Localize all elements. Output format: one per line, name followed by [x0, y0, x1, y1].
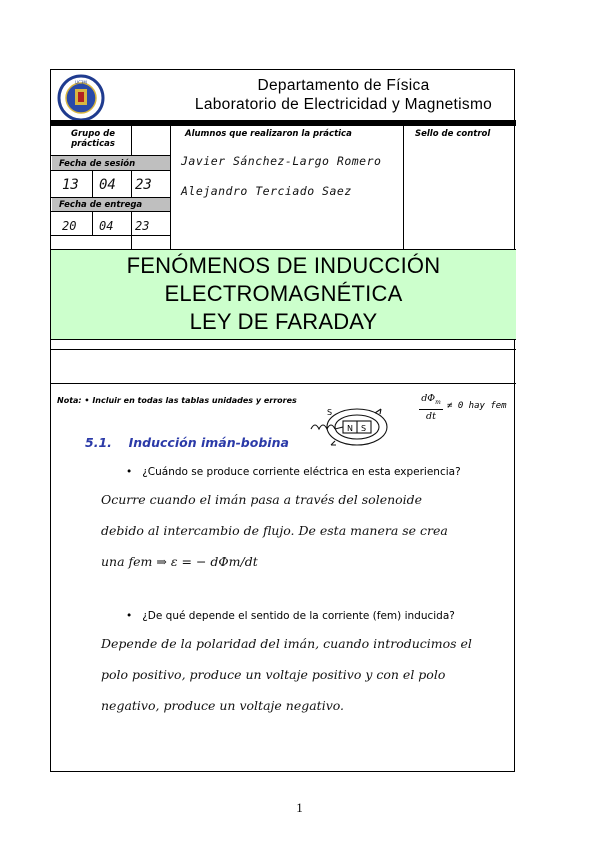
question-1-text: ¿Cuándo se produce corriente eléctrica en esta experiencia? [142, 466, 461, 478]
fecha-sesion-label: Fecha de sesión [59, 159, 136, 169]
title-line-3: LEY DE FARADAY [189, 309, 378, 334]
divider [51, 170, 170, 171]
divider [403, 126, 404, 249]
fecha-entrega-label: Fecha de entrega [59, 200, 143, 210]
header-divider-band [51, 120, 516, 126]
fecha-sesion-day: 13 [62, 177, 79, 193]
fecha-entrega-day: 20 [62, 219, 77, 233]
answer-1-line-2: debido al intercambio de flujo. De esta manera se crea [101, 523, 448, 538]
question-1 [126, 466, 461, 478]
svg-text:N: N [347, 424, 353, 433]
divider [51, 235, 170, 236]
answer-2 [101, 628, 511, 721]
grupo-label: Grupo de prácticas [71, 129, 115, 149]
divider [170, 126, 171, 249]
alumno-2: Alejandro Terciado Saez [181, 184, 352, 198]
fecha-sesion-year: 23 [135, 177, 152, 193]
answer-1-line-1: Ocurre cuando el imán pasa a través del solenoide [101, 492, 423, 507]
document-frame [50, 69, 515, 772]
divider [92, 170, 93, 197]
svg-text:S: S [361, 424, 367, 433]
section-title: Inducción imán-bobina [128, 435, 289, 450]
note-line [57, 396, 297, 405]
answer-2-line-1: Depende de la polaridad del imán, cuando introducimos el [101, 636, 472, 651]
bullet-icon: • [84, 396, 93, 405]
answer-2-line-2: polo positivo, produce un voltaje positivo y con el polo [101, 667, 446, 682]
title-line-1: FENÓMENOS DE INDUCCIÓN [126, 253, 441, 278]
fecha-entrega-month: 04 [99, 219, 114, 233]
practice-title [51, 252, 516, 336]
flux-derivative-fraction: $d\Phi_m$ dt [419, 392, 443, 423]
section-number: 5.1. [85, 435, 112, 450]
answer-2-line-3: negativo, produce un voltaje negativo. [101, 698, 345, 713]
section-heading [85, 435, 289, 450]
fecha-entrega-year: 23 [135, 219, 150, 233]
page-number: 1 [296, 800, 303, 815]
answer-1 [101, 484, 511, 577]
svg-text:S: S [327, 408, 333, 417]
note-text: Incluir en todas las tablas unidades y errores [92, 396, 297, 405]
margin-note: ≠ 0 hay fem [447, 401, 507, 411]
divider [131, 126, 132, 249]
alumnos-label: Alumnos que realizaron la práctica [185, 129, 352, 139]
divider [51, 211, 170, 212]
svg-text:UC3M: UC3M [75, 80, 87, 85]
divider [92, 211, 93, 235]
bullet-icon: • [126, 466, 139, 478]
laboratory-name: Laboratorio de Electricidad y Magnetismo [194, 96, 493, 113]
answer-1-line-3: una fem ⇒ ε = − dΦm/dt [101, 554, 258, 569]
question-2-text: ¿De qué depende el sentido de la corriente (fem) inducida? [142, 610, 455, 622]
university-seal-icon [57, 74, 105, 122]
divider [51, 349, 516, 350]
question-2 [126, 610, 455, 622]
bullet-icon: • [126, 610, 139, 622]
sello-label: Sello de control [415, 129, 491, 139]
divider [51, 383, 516, 384]
department-header [171, 76, 516, 114]
department-name: Departamento de Física [257, 77, 430, 94]
magnet-coil-sketch-icon [305, 403, 397, 449]
alumno-1: Javier Sánchez-Largo Romero [181, 154, 382, 168]
note-label: Nota: [57, 396, 82, 405]
title-line-2: ELECTROMAGNÉTICA [164, 281, 403, 306]
fecha-sesion-month: 04 [99, 177, 116, 193]
